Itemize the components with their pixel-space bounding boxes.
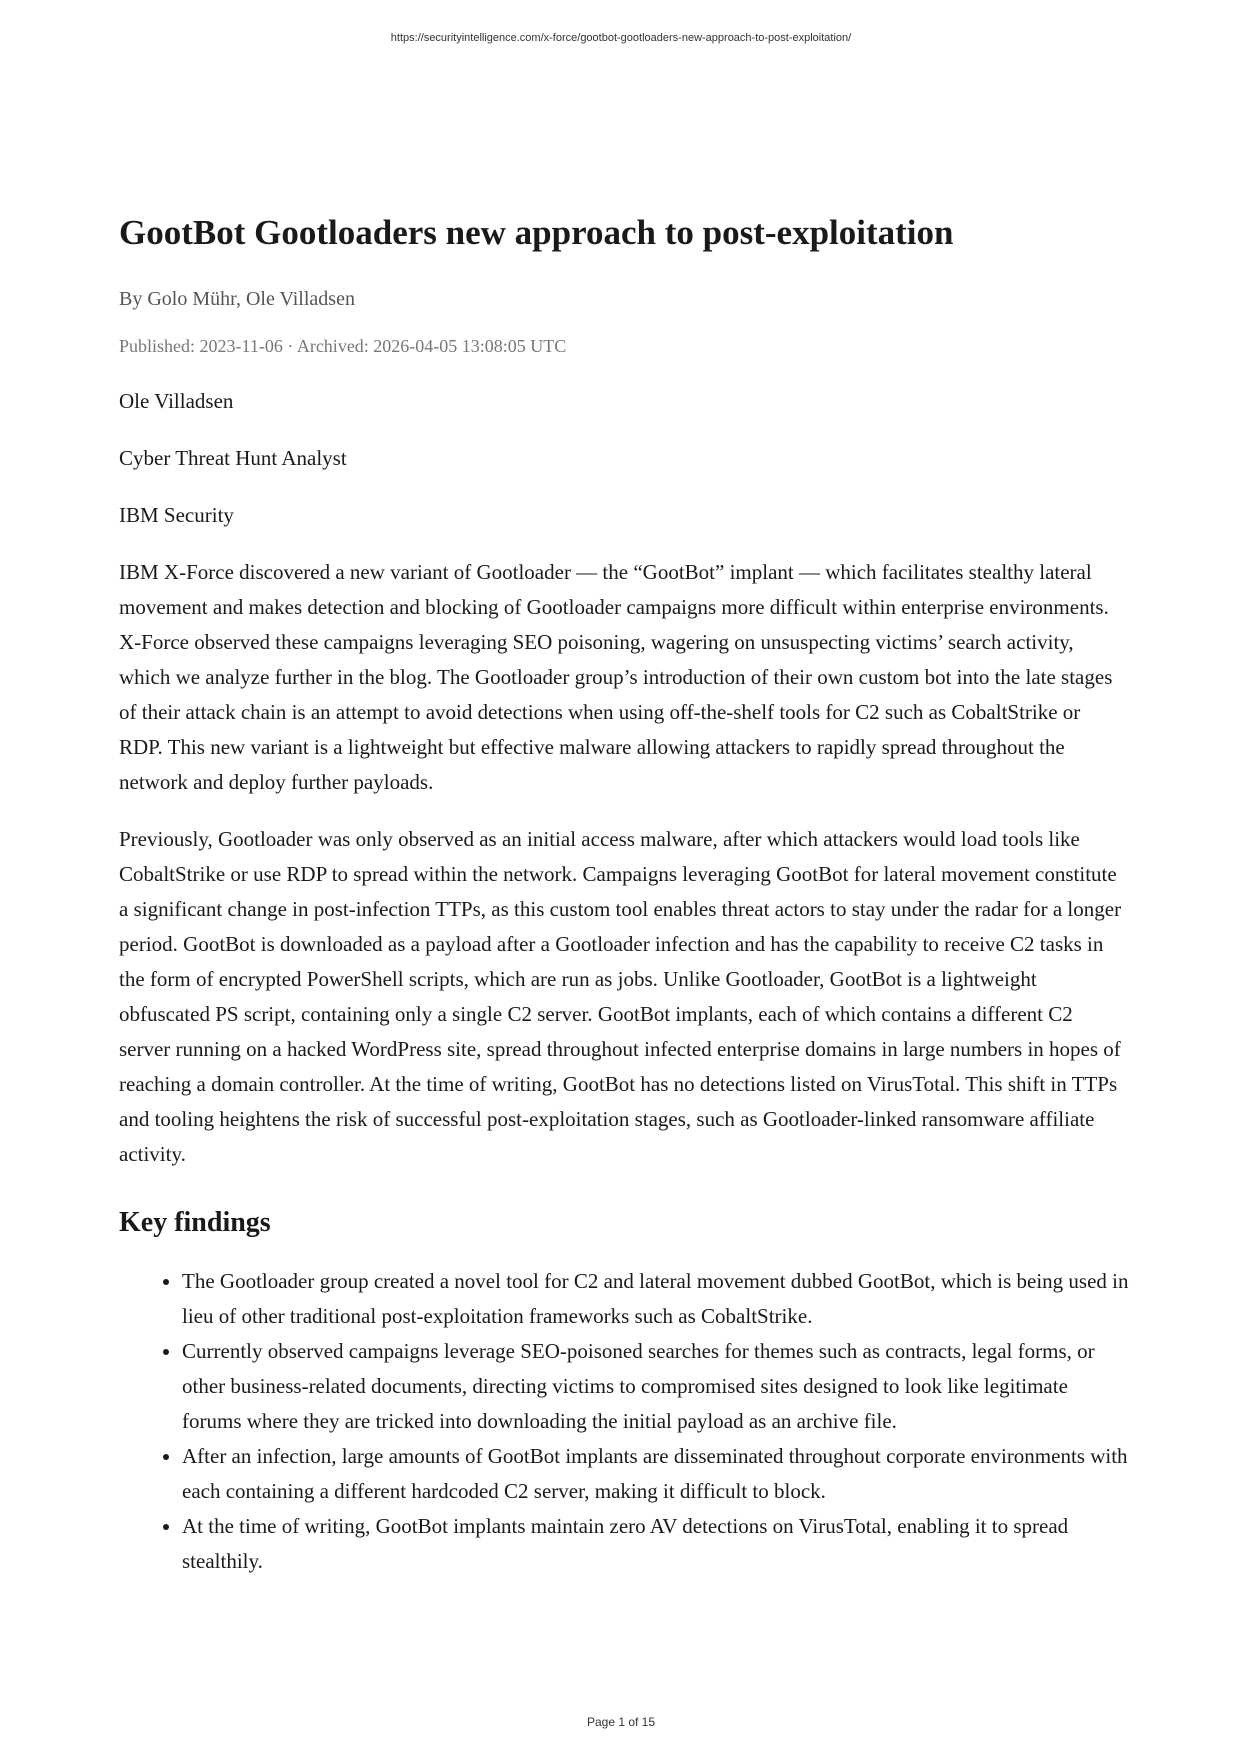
list-item: • Currently observed campaigns leverage SEO-poisoned searches for themes such as contracts, legal forms, or other business-related documents, directing victims to compromised sites designed to look like legitimate forums where they are tricked into downloading the initial payload as an archive file.: [182, 1334, 1129, 1439]
list-item: • After an infection, large amounts of GootBot implants are disseminated throughout corporate environments with each containing a different hardcoded C2 server, making it difficult to block.: [182, 1439, 1129, 1509]
intro-paragraph: IBM X-Force discovered a new variant of Gootloader — the “GootBot” implant — which facilitates stealthy lateral movement and makes detection and blocking of Gootloader campaigns more difficult within enterprise environments. X-Force observed these campaigns leveraging SEO poisoning, wagering on unsuspecting victims’ search activity, which we analyze further in the blog. The Gootloader group’s introduction of their own custom bot into the late stages of their attack chain is an attempt to avoid detections when using off-the-shelf tools for C2 such as CobaltStrike or RDP. This new variant is a lightweight but effective malware allowing attackers to rapidly spread throughout the network and deploy further payloads.: [119, 560, 1113, 794]
page-title: GootBot Gootloaders new approach to post-exploitation: [119, 213, 954, 252]
page-number: Page 1 of 15: [586, 1715, 656, 1729]
source-url: https://securityintelligence.com/x-force/gootbot-gootloaders-new-approach-to-post-exploitation/: [390, 32, 852, 44]
byline: By Golo Mühr, Ole Villadsen: [119, 288, 355, 310]
author-name: Ole Villadsen: [119, 389, 234, 413]
background-paragraph: Previously, Gootloader was only observed as an initial access malware, after which attackers would load tools like CobaltStrike or use RDP to spread within the network. Campaigns leveraging GootBot for lateral movement constitute a significant change in post-infection TTPs, as this custom tool enables threat actors to stay under the radar for a longer period. GootBot is downloaded as a payload after a Gootloader infection and has the capability to receive C2 tasks in the form of encrypted PowerShell scripts, which are run as jobs. Unlike Gootloader, GootBot is a lightweight obfuscated PS script, containing only a single C2 server. GootBot implants, each of which contains a different C2 server running on a hacked WordPress site, spread throughout infected enterprise domains in large numbers in hopes of reaching a domain controller. At the time of writing, GootBot has no detections listed on VirusTotal. This shift in TTPs and tooling heightens the risk of successful post-exploitation stages, such as Gootloader-linked ransomware affiliate activity.: [119, 827, 1122, 1166]
key-findings-heading: Key findings: [119, 1207, 271, 1238]
author-role: Cyber Threat Hunt Analyst: [119, 446, 347, 470]
author-org: IBM Security: [119, 503, 234, 527]
key-findings-list: [119, 1264, 1129, 1579]
publish-meta: Published: 2023-11-06 · Archived: 2026-04-05 13:08:05 UTC: [119, 336, 567, 356]
article-body: [119, 212, 1129, 1579]
list-item: • At the time of writing, GootBot implants maintain zero AV detections on VirusTotal, enabling it to spread stealthily.: [182, 1509, 1129, 1579]
list-item: • The Gootloader group created a novel tool for C2 and lateral movement dubbed GootBot, which is being used in lieu of other traditional post-exploitation frameworks such as CobaltStrike.: [182, 1264, 1129, 1334]
